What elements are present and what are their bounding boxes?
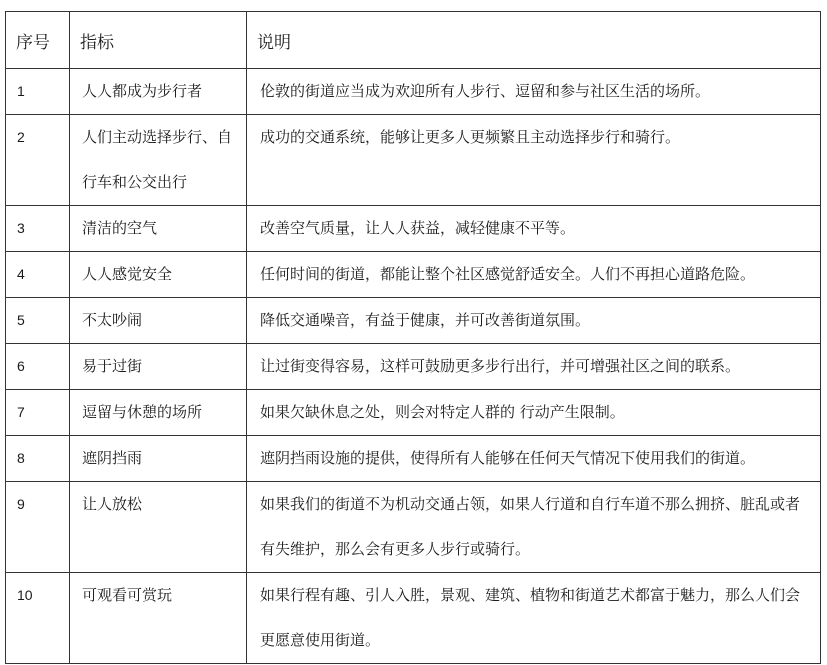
row-indicator: 逗留与休憩的场所 — [70, 390, 247, 436]
row-description: 如果行程有趣、引人入胜，景观、建筑、植物和街道艺术都富于魅力，那么人们会更愿意使用街道。 — [247, 573, 821, 664]
row-description: 成功的交通系统，能够让更多人更频繁且主动选择步行和骑行。 — [247, 115, 821, 206]
row-serial-number: 7 — [6, 390, 70, 436]
row-indicator: 让人放松 — [70, 482, 247, 573]
row-indicator: 不太吵闹 — [70, 298, 247, 344]
row-description: 如果欠缺休息之处，则会对特定人群的 行动产生限制。 — [247, 390, 821, 436]
row-description: 任何时间的街道，都能让整个社区感觉舒适安全。人们不再担心道路危险。 — [247, 252, 821, 298]
row-indicator: 人人都成为步行者 — [70, 69, 247, 115]
table-row — [6, 206, 821, 252]
row-serial-number: 10 — [6, 573, 70, 664]
row-indicator: 人们主动选择步行、自行车和公交出行 — [70, 115, 247, 206]
header-serial-number: 序号 — [6, 12, 70, 69]
row-description: 让过街变得容易，这样可鼓励更多步行出行，并可增强社区之间的联系。 — [247, 344, 821, 390]
row-description: 伦敦的街道应当成为欢迎所有人步行、逗留和参与社区生活的场所。 — [247, 69, 821, 115]
row-indicator: 遮阴挡雨 — [70, 436, 247, 482]
row-serial-number: 4 — [6, 252, 70, 298]
row-serial-number: 5 — [6, 298, 70, 344]
row-serial-number: 2 — [6, 115, 70, 206]
table-row — [6, 115, 821, 206]
row-description: 如果我们的街道不为机动交通占领，如果人行道和自行车道不那么拥挤、脏乱或者有失维护，那么会有更多人步行或骑行。 — [247, 482, 821, 573]
header-description: 说明 — [247, 12, 821, 69]
table-row — [6, 69, 821, 115]
row-indicator: 易于过街 — [70, 344, 247, 390]
row-serial-number: 3 — [6, 206, 70, 252]
row-serial-number: 8 — [6, 436, 70, 482]
row-serial-number: 1 — [6, 69, 70, 115]
table-row — [6, 298, 821, 344]
row-description: 遮阴挡雨设施的提供，使得所有人能够在任何天气情况下使用我们的街道。 — [247, 436, 821, 482]
row-serial-number: 9 — [6, 482, 70, 573]
table-row — [6, 482, 821, 573]
row-description: 改善空气质量，让人人获益，减轻健康不平等。 — [247, 206, 821, 252]
row-indicator: 人人感觉安全 — [70, 252, 247, 298]
header-indicator: 指标 — [70, 12, 247, 69]
row-description: 降低交通噪音，有益于健康，并可改善街道氛围。 — [247, 298, 821, 344]
row-indicator: 可观看可赏玩 — [70, 573, 247, 664]
indicator-table — [5, 11, 821, 664]
row-indicator: 清洁的空气 — [70, 206, 247, 252]
table-row — [6, 436, 821, 482]
table-row — [6, 252, 821, 298]
table-row — [6, 344, 821, 390]
table-row — [6, 390, 821, 436]
header-row — [6, 12, 821, 69]
table-row — [6, 573, 821, 664]
row-serial-number: 6 — [6, 344, 70, 390]
